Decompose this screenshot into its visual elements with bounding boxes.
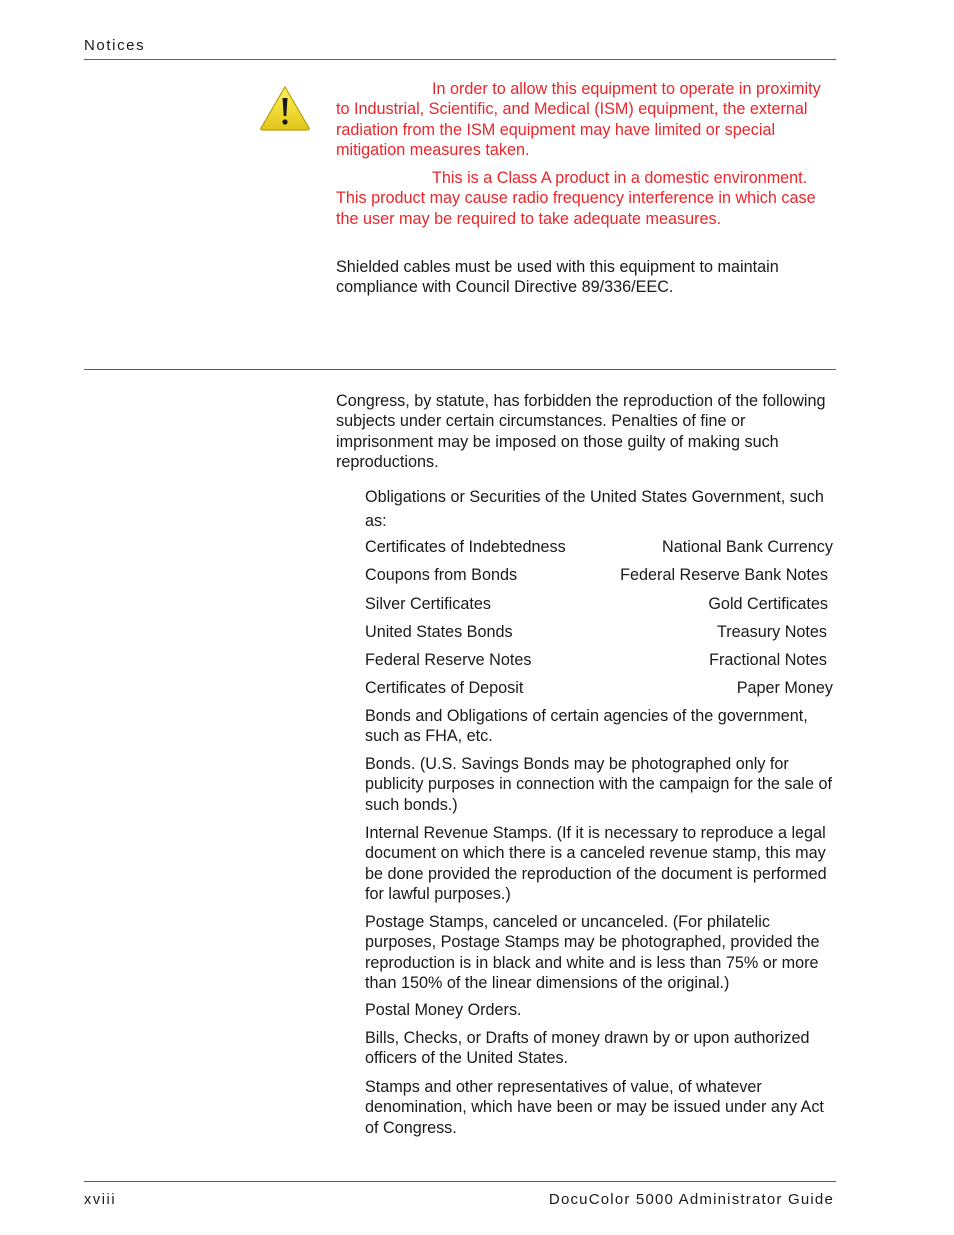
running-header: Notices xyxy=(84,37,146,54)
header-rule xyxy=(84,59,836,60)
obligations-intro: Obligations or Securities of the United States Government, such as: xyxy=(365,488,824,530)
restricted-item: Internal Revenue Stamps. (If it is necessary to reproduce a legal document on which there is a canceled revenue stamp, this may be done provided the reproduction of the document is performed for lawful purposes.) xyxy=(365,824,827,903)
security-item: Certificates of Deposit xyxy=(365,679,524,697)
warning-triangle-icon xyxy=(258,84,312,132)
restricted-item: Postal Money Orders. xyxy=(365,1001,522,1019)
security-item: Coupons from Bonds xyxy=(365,566,518,584)
warning-ism-paragraph: In order to allow this equipment to operate in proximity to Industrial, Scientific, and Medical (ISM) equipment, the external radiation from the ISM equipment may have limited or special mitigation measures taken. xyxy=(336,80,821,159)
restricted-item: Bills, Checks, or Drafts of money drawn by or upon authorized officers of the United States. xyxy=(365,1029,810,1068)
security-item: Fractional Notes xyxy=(709,651,827,669)
guide-title: DocuColor 5000 Administrator Guide xyxy=(548,1191,834,1208)
security-item: Gold Certificates xyxy=(708,595,828,613)
section-rule xyxy=(84,369,836,370)
restricted-item: Postage Stamps, canceled or uncanceled. (For philatelic purposes, Postage Stamps may be photographed, provided the reproduction is in black and white and is less than 75% or more than 150% of the linear dimensions of the original.) xyxy=(365,913,820,992)
restricted-item: Bonds and Obligations of certain agencies of the government, such as FHA, etc. xyxy=(365,707,808,746)
restricted-item: Bonds. (U.S. Savings Bonds may be photographed only for publicity purposes in connection with the campaign for the sale of such bonds.) xyxy=(365,755,833,814)
congress-intro: Congress, by statute, has forbidden the reproduction of the following subjects under certain circumstances. Penalties of fine or imprisonment may be imposed on those guilty of making such reproductions. xyxy=(336,392,826,471)
security-item: Federal Reserve Notes xyxy=(365,651,532,669)
page-number: xviii xyxy=(84,1192,117,1208)
security-item: United States Bonds xyxy=(365,623,513,641)
warning-class-a-paragraph: This is a Class A product in a domestic environment. This product may cause radio frequency interference in which case the user may be required to take adequate measures. xyxy=(336,169,816,228)
security-item: Certificates of Indebtedness xyxy=(365,538,566,556)
security-item: Federal Reserve Bank Notes xyxy=(620,566,828,584)
security-item: Treasury Notes xyxy=(716,623,827,641)
footer-rule xyxy=(84,1181,836,1182)
shielded-cables-note: Shielded cables must be used with this equipment to maintain compliance with Council Directive 89/336/EEC. xyxy=(336,258,779,297)
restricted-item: Stamps and other representatives of value, of whatever denomination, which have been or may be issued under any Act of Congress. xyxy=(365,1078,824,1137)
security-item: Paper Money xyxy=(736,679,833,697)
security-item: National Bank Currency xyxy=(662,538,833,556)
security-item: Silver Certificates xyxy=(365,595,491,613)
